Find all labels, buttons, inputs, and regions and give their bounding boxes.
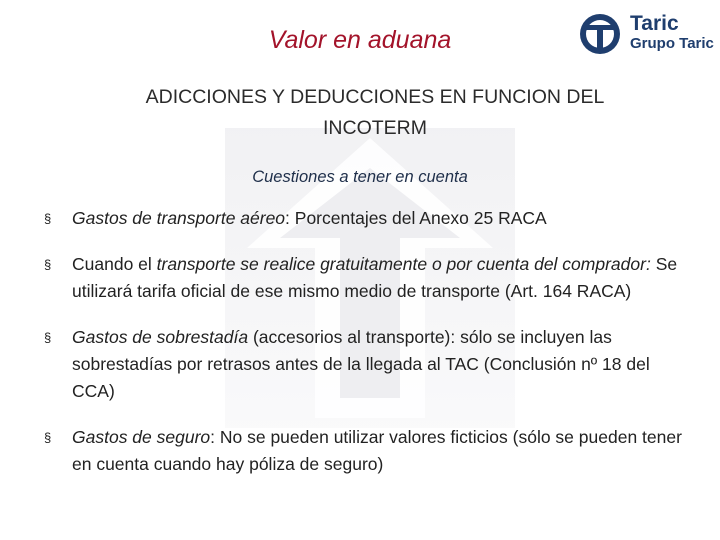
taric-emblem-icon <box>578 12 622 56</box>
bullet-text: Gastos de seguro <box>72 427 211 447</box>
bullet-marker: § <box>44 330 52 345</box>
bullet-item <box>44 424 684 478</box>
bullet-text: : No se pueden utilizar valores ficticios (sólo se pueden tener en cuenta cuando hay póliza de seguro) <box>72 427 682 474</box>
bullet-text: Cuando el <box>72 254 157 274</box>
bullet-item <box>44 205 684 232</box>
bullet-list <box>44 205 684 497</box>
logo-name: Taric <box>630 12 679 35</box>
bullet-marker: § <box>44 211 52 226</box>
bullet-marker: § <box>44 257 52 272</box>
bullet-item <box>44 324 684 405</box>
logo-subtitle: Grupo Taric <box>630 35 714 52</box>
bullet-text: Se utilizará tarifa oficial de ese mismo medio de transporte (Art. 164 RACA) <box>72 254 678 301</box>
heading-line-2: INCOTERM <box>323 117 427 139</box>
slide-subheading: Cuestiones a tener en cuenta <box>252 168 468 186</box>
bullet-text: (accesorios al transporte): sólo se incluyen las sobrestadías por retrasos antes de la llegada al TAC (Conclusión nº 18 del CCA) <box>72 327 650 401</box>
bullet-text: Gastos de sobrestadía <box>72 327 249 347</box>
bullet-text: transporte se realice gratuitamente o por cuenta del comprador: <box>156 254 651 274</box>
slide-heading <box>60 82 690 144</box>
slide-title: Valor en aduana <box>268 26 452 54</box>
heading-line-1: ADICCIONES Y DEDUCCIONES EN FUNCION DEL <box>145 86 605 108</box>
logo-text <box>630 13 714 53</box>
bullet-text: Gastos de transporte aéreo <box>72 208 286 228</box>
bullet-item <box>44 251 684 305</box>
taric-logo <box>576 10 720 58</box>
bullet-text: : Porcentajes del Anexo 25 RACA <box>285 208 547 228</box>
bullet-marker: § <box>44 430 52 445</box>
